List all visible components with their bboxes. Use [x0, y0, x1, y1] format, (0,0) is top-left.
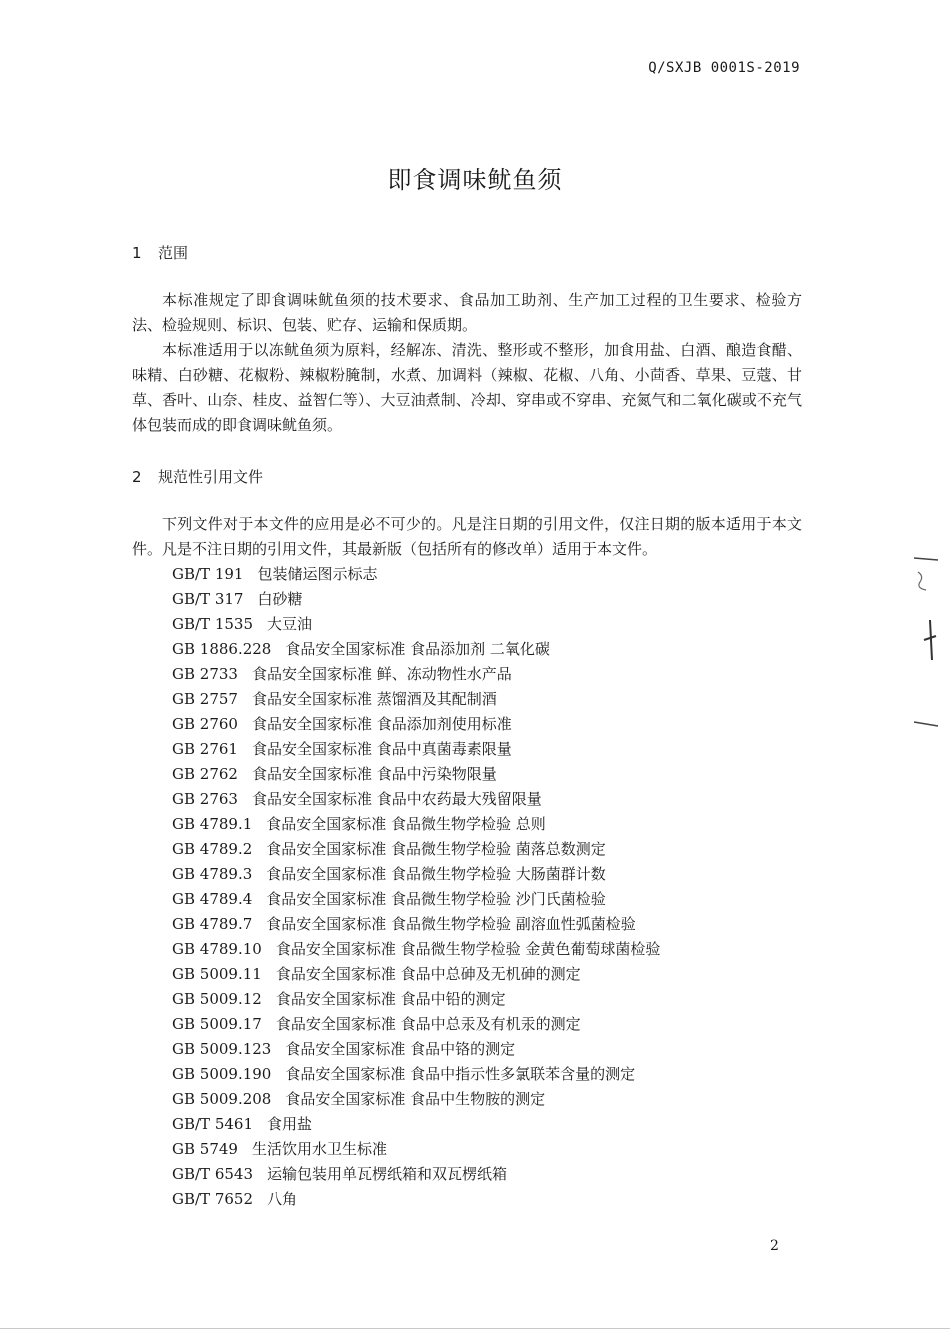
reference-code: GB 5009.190	[172, 1065, 272, 1083]
reference-title: 大豆油	[267, 615, 313, 633]
reference-title: 包装储运图示标志	[257, 565, 378, 583]
reference-title: 食品安全国家标准 食品中指示性多氯联苯含量的测定	[285, 1065, 636, 1083]
section-number: 2	[132, 468, 142, 486]
reference-item	[172, 812, 792, 837]
reference-title: 食品安全国家标准 食品微生物学检验 副溶血性弧菌检验	[266, 915, 636, 933]
reference-item	[172, 562, 792, 587]
reference-code: GB 2762	[172, 765, 238, 783]
reference-item	[172, 912, 792, 937]
reference-item	[172, 1062, 792, 1087]
margin-seal-mark	[910, 550, 940, 740]
reference-title: 食品安全国家标准 食品中铅的测定	[275, 990, 506, 1008]
reference-item	[172, 1037, 792, 1062]
reference-title: 食品安全国家标准 食品中铬的测定	[285, 1040, 516, 1058]
reference-code: GB 4789.3	[172, 865, 253, 883]
references-intro	[132, 512, 802, 562]
reference-title: 食品安全国家标准 食品微生物学检验 总则	[266, 815, 546, 833]
reference-code: GB 2757	[172, 690, 238, 708]
reference-item	[172, 712, 792, 737]
reference-item	[172, 612, 792, 637]
reference-title: 生活饮用水卫生标准	[251, 1140, 387, 1158]
header-standard-code: Q/SXJB 0001S-2019	[648, 60, 800, 76]
reference-item	[172, 762, 792, 787]
paragraph: 本标准规定了即食调味鱿鱼须的技术要求、食品加工助剂、生产加工过程的卫生要求、检验方法、检验规则、标识、包装、贮存、运输和保质期。	[132, 291, 802, 334]
reference-item	[172, 962, 792, 987]
reference-title: 食品安全国家标准 食品中真菌毒素限量	[251, 740, 512, 758]
reference-code: GB/T 317	[172, 590, 244, 608]
reference-code: GB 5009.208	[172, 1090, 272, 1108]
reference-title: 食品安全国家标准 食品中总汞及有机汞的测定	[275, 1015, 581, 1033]
reference-item	[172, 787, 792, 812]
reference-code: GB 5749	[172, 1140, 238, 1158]
reference-item	[172, 1187, 792, 1212]
section-heading-scope	[132, 242, 188, 263]
reference-title: 八角	[267, 1190, 298, 1208]
page-number: 2	[770, 1238, 779, 1254]
reference-title: 白砂糖	[257, 590, 303, 608]
reference-title: 食品安全国家标准 食品微生物学检验 沙门氏菌检验	[266, 890, 606, 908]
reference-title: 食品安全国家标准 蒸馏酒及其配制酒	[251, 690, 497, 708]
reference-item	[172, 1012, 792, 1037]
reference-code: GB/T 191	[172, 565, 244, 583]
reference-code: GB/T 5461	[172, 1115, 254, 1133]
reference-item	[172, 862, 792, 887]
reference-code: GB 1886.228	[172, 640, 272, 658]
reference-item	[172, 1087, 792, 1112]
reference-item	[172, 687, 792, 712]
reference-title: 食品安全国家标准 食品添加剂使用标准	[251, 715, 512, 733]
reference-code: GB 2733	[172, 665, 238, 683]
reference-title: 食品安全国家标准 食品中总砷及无机砷的测定	[275, 965, 581, 983]
paragraph: 下列文件对于本文件的应用是必不可少的。凡是注日期的引用文件，仅注日期的版本适用于本文件。凡是不注日期的引用文件，其最新版（包括所有的修改单）适用于本文件。	[132, 515, 802, 558]
reference-code: GB 5009.17	[172, 1015, 262, 1033]
reference-item	[172, 1162, 792, 1187]
reference-code: GB 2761	[172, 740, 238, 758]
reference-title: 食品安全国家标准 食品中污染物限量	[251, 765, 497, 783]
section-number: 1	[132, 244, 142, 262]
reference-item	[172, 1137, 792, 1162]
reference-title: 食品安全国家标准 食品中生物胺的测定	[285, 1090, 546, 1108]
reference-item	[172, 887, 792, 912]
document-title: 即食调味鱿鱼须	[387, 166, 563, 194]
reference-item	[172, 662, 792, 687]
reference-code: GB 2763	[172, 790, 238, 808]
reference-code: GB 5009.12	[172, 990, 262, 1008]
reference-code: GB 4789.4	[172, 890, 253, 908]
reference-code: GB 5009.11	[172, 965, 262, 983]
reference-item	[172, 737, 792, 762]
reference-title: 食品安全国家标准 食品微生物学检验 大肠菌群计数	[266, 865, 606, 883]
reference-title: 运输包装用单瓦楞纸箱和双瓦楞纸箱	[267, 1165, 508, 1183]
section-title: 范围	[158, 244, 189, 262]
reference-title: 食品安全国家标准 食品中农药最大残留限量	[251, 790, 542, 808]
reference-title: 食品安全国家标准 鲜、冻动物性水产品	[251, 665, 512, 683]
paragraph: 本标准适用于以冻鱿鱼须为原料，经解冻、清洗、整形或不整形，加食用盐、白酒、酿造食醋、味精、白砂糖、花椒粉、辣椒粉腌制，水煮、加调料（辣椒、花椒、八角、小茴香、草果、豆蔻、甘草、香叶、山奈、桂皮、益智仁等）、大豆油煮制、冷却、穿串或不穿串、充氮气和二氧化碳或不充气体包装而成的即食调味鱿鱼须。	[132, 341, 802, 434]
reference-code: GB 4789.10	[172, 940, 262, 958]
reference-code: GB/T 7652	[172, 1190, 254, 1208]
section-title: 规范性引用文件	[158, 468, 264, 486]
reference-item	[172, 937, 792, 962]
reference-item	[172, 587, 792, 612]
reference-code: GB 5009.123	[172, 1040, 272, 1058]
reference-item	[172, 837, 792, 862]
reference-code: GB 4789.2	[172, 840, 253, 858]
reference-title: 食品安全国家标准 食品添加剂 二氧化碳	[285, 640, 550, 658]
section-heading-normative-references	[132, 466, 263, 487]
reference-list	[172, 562, 792, 1212]
reference-item	[172, 1112, 792, 1137]
bottom-scan-line	[0, 1328, 950, 1329]
reference-code: GB 4789.7	[172, 915, 253, 933]
reference-code: GB 2760	[172, 715, 238, 733]
reference-title: 食品安全国家标准 食品微生物学检验 菌落总数测定	[266, 840, 606, 858]
reference-code: GB/T 1535	[172, 615, 254, 633]
reference-code: GB/T 6543	[172, 1165, 254, 1183]
scope-body	[132, 288, 802, 438]
reference-item	[172, 637, 792, 662]
reference-code: GB 4789.1	[172, 815, 253, 833]
reference-title: 食品安全国家标准 食品微生物学检验 金黄色葡萄球菌检验	[275, 940, 661, 958]
reference-title: 食用盐	[267, 1115, 313, 1133]
reference-item	[172, 987, 792, 1012]
